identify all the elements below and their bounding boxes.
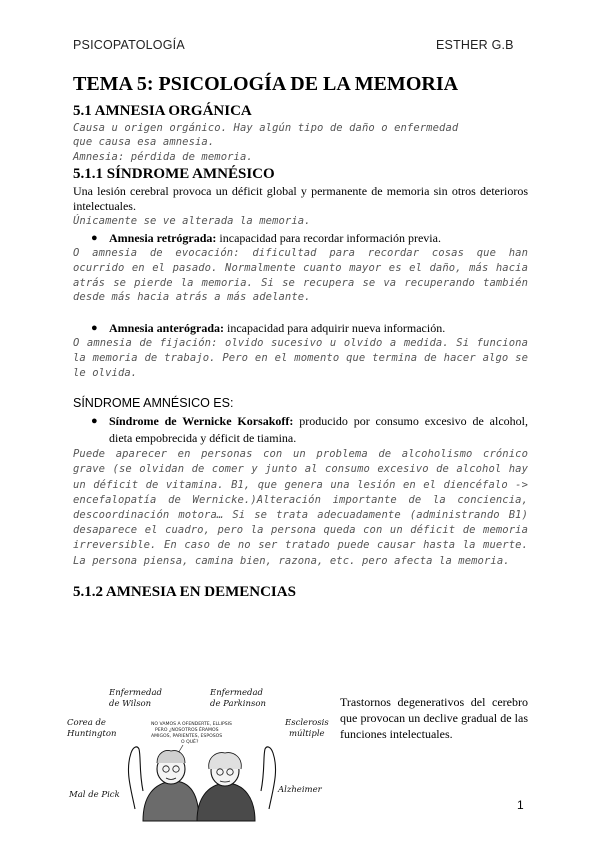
bullet-wernicke-term: Síndrome de Wernicke Korsakoff: [109,414,294,429]
left-elder-figure [143,751,199,822]
page-number: 1 [517,798,524,812]
section-5-1-heading: 5.1 AMNESIA ORGÁNICA [73,103,252,119]
label-parkinson-1: Enfermedad [210,688,263,698]
left-arm [128,747,143,809]
dementia-cartoon-svg [67,679,329,821]
dementia-cartoon-figure [67,679,329,821]
label-huntington-1: Corea de [67,718,106,728]
label-esclerosis-1: Esclerosis [285,718,329,728]
bullet-anterograda-term: Amnesia anterógrada: [109,321,224,336]
bullet-retrograda-text: incapacidad para recordar información previa. [216,231,441,246]
label-esclerosis-2: múltiple [289,729,325,739]
section-5-1-line-1: Causa u origen orgánico. Hay algún tipo de daño o enfermedad [73,121,459,134]
section-5-1-line-2: que causa esa amnesia. [73,136,215,149]
header-author: ESTHER G.B [436,38,514,52]
bullet-dot-icon: ● [91,415,98,428]
bullet-dot-icon: ● [91,232,98,245]
right-elder-figure [197,753,255,821]
anterograda-note: O amnesia de fijación: olvido sucesivo u olvido a medida. Si funciona la memoria de trabajo. Pero en el momento que termina de hacer algo se le olvida. [73,337,528,379]
section-5-1-1-heading: 5.1.1 SÍNDROME AMNÉSICO [73,165,275,182]
section-5-1-1-intro: Una lesión cerebral provoca un déficit global y permanente de memoria sin otros deterioros intelectuales. [73,183,528,213]
sindrome-amnesico-heading: SÍNDROME AMNÉSICO ES: [73,396,234,411]
header-subject: PSICOPATOLOGÍA [73,38,185,52]
section-5-1-2-heading: 5.1.2 AMNESIA EN DEMENCIAS [73,583,296,600]
retrograda-note: O amnesia de evocación: dificultad para recordar cosas que han ocurrido en el pasado. Normalmente cuanto mayor es el daño, más hacia atrás se pierde la memoria. Si se recupera se va recuperando también desde más hacia atrás a más adelante. [73,247,528,304]
page-title: TEMA 5: PSICOLOGÍA DE LA MEMORIA [73,73,459,95]
speech-line-3: AMIGOS, PARIENTES, ESPOSOS [151,734,223,739]
speech-line-1: NO VAMOS A OFENDERTE, ELLIPSIS [151,722,232,727]
bullet-dot-icon: ● [91,322,98,335]
bullet-retrograda-term: Amnesia retrógrada: [109,231,217,246]
bullet-wernicke-korsakoff [73,413,528,447]
section-5-1-1-note: Únicamente se ve alterada la memoria. [73,214,311,227]
speech-line-2: PERO ¿NOSOTROS ÉRAMOS [155,728,219,733]
wernicke-note: Puede aparecer en personas con un problema de alcoholismo crónico grave (se olvidan de comer y junto al consumo excesivo de alcohol hay un déficit de vitamina. B1, que genera una lesión en el diencéfalo -> encefalopatía de Wernicke.)Alteración importante de la conciencia, descoordinación motora… Si se trata adecuadamente (administrando B1) desaparece el cuadro, pero la persona queda con un déficit de memoria irreversible. En caso de no ser tratado puede causar hasta la muerte. La persona piensa, camina bien, razona, etc. pero afecta la memoria. [73,448,528,567]
bullet-anterograda-text: incapacidad para adquirir nueva información. [223,321,446,336]
bullet-amnesia-retrograda [73,230,528,246]
label-parkinson-2: de Parkinson [210,699,266,709]
label-huntington-2: Huntington [67,729,117,739]
section-5-1-2-text: Trastornos degenerativos del cerebro que provocan un declive gradual de las funciones intelectuales. [340,695,528,741]
label-wilson-2: de Wilson [109,699,152,709]
bullet-amnesia-anterograda [73,320,528,336]
right-arm [261,747,276,809]
label-wilson-1: Enfermedad [109,688,162,698]
speech-line-4: O QUÉ? [181,740,199,745]
label-alzheimer: Alzheimer [278,785,322,795]
section-5-1-line-3: Amnesia: pérdida de memoria. [73,151,253,164]
content [73,72,528,602]
bullet-wernicke-text: producido por consumo excesivo de alcohol, dieta empobrecida y déficit de tiamina. [109,414,528,446]
label-pick: Mal de Pick [69,790,120,800]
